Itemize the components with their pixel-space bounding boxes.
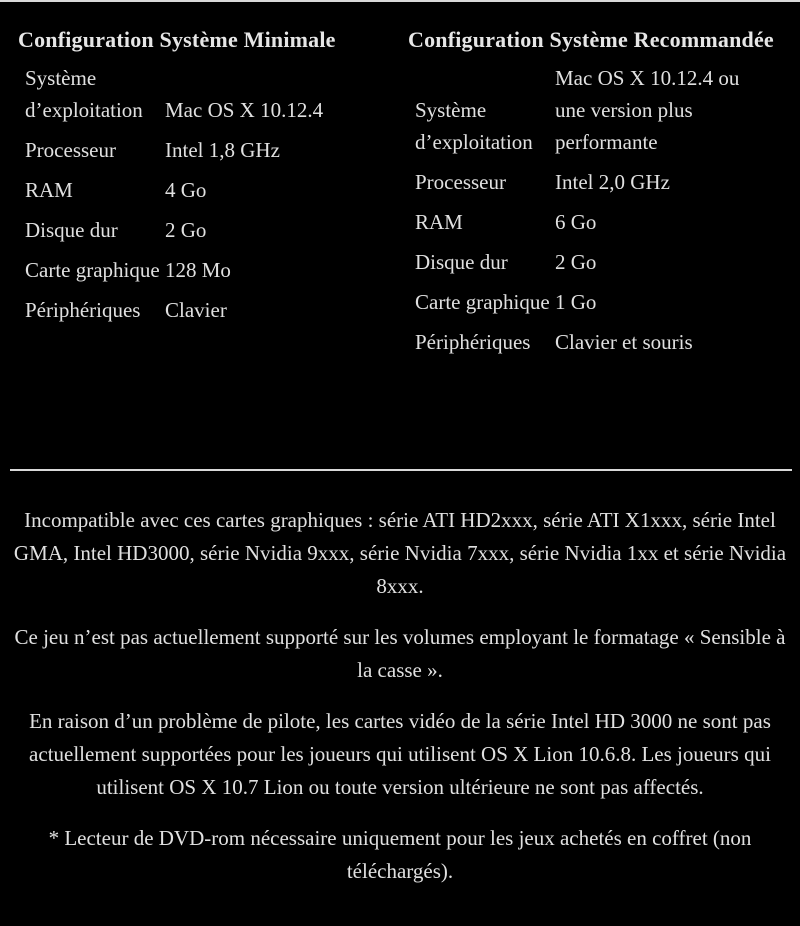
spec-row-cpu (18, 134, 323, 174)
note-intel-hd3000: En raison d’un problème de pilote, les cartes vidéo de la série Intel HD 3000 ne sont pas actuellement supportées pour les joueurs qui utilisent OS X Lion 10.6.8. Les joueurs qui utilisent OS X 10.7 Lion ou toute version ultérieure ne sont pas affectés. (29, 709, 771, 799)
spec-label: Périphériques (25, 298, 141, 322)
minimum-specs-table (18, 62, 323, 334)
spec-row-os (18, 62, 323, 134)
spec-label: Disque dur (25, 218, 118, 242)
note-dvd-rom: * Lecteur de DVD-rom nécessaire uniquement pour les jeux achetés en coffret (non téléchargés). (48, 826, 752, 883)
spec-value: Clavier (165, 298, 227, 322)
note-incompatible-gpus: Incompatible avec ces cartes graphiques : série ATI HD2xxx, série ATI X1xxx, série Intel GMA, Intel HD3000, série Nvidia 9xxx, série Nvidia 7xxx, série Nvidia 1xx et série Nvidia 8xxx. (13, 508, 787, 598)
spec-value: Mac OS X 10.12.4 ou une version plus performante (555, 66, 740, 154)
spec-row-disk (408, 246, 770, 286)
spec-label: Processeur (415, 170, 506, 194)
spec-row-ram (408, 206, 770, 246)
spec-value: Clavier et souris (555, 330, 693, 354)
spec-label: Périphériques (415, 330, 531, 354)
spec-row-disk (18, 214, 323, 254)
spec-label: Carte graphique (415, 290, 550, 314)
spec-label: Disque dur (415, 250, 508, 274)
section-divider (10, 469, 792, 471)
spec-value: Intel 2,0 GHz (555, 170, 670, 194)
recommended-specs-table (408, 62, 770, 366)
spec-value: Intel 1,8 GHz (165, 138, 280, 162)
spec-row-peripherals (18, 294, 323, 334)
note-case-sensitive: Ce jeu n’est pas actuellement supporté sur les volumes employant le formatage « Sensible à la casse ». (14, 625, 786, 682)
spec-label: Processeur (25, 138, 116, 162)
spec-row-os (408, 62, 770, 166)
spec-label: RAM (415, 210, 463, 234)
spec-label: Carte graphique (25, 258, 160, 282)
spec-value: Mac OS X 10.12.4 (165, 98, 324, 122)
spec-label: Système d’exploitation (415, 98, 533, 154)
spec-row-gpu (408, 286, 770, 326)
top-divider (0, 0, 800, 2)
recommended-requirements (408, 24, 788, 366)
spec-label: Système d’exploitation (25, 66, 143, 122)
spec-value: 4 Go (165, 178, 207, 202)
compatibility-notes (8, 504, 792, 906)
minimum-requirements-title: Configuration Système Minimale (18, 27, 336, 52)
spec-value: 6 Go (555, 210, 597, 234)
spec-value: 2 Go (165, 218, 207, 242)
spec-value: 1 Go (555, 290, 597, 314)
spec-row-cpu (408, 166, 770, 206)
minimum-requirements (18, 24, 388, 334)
spec-value: 2 Go (555, 250, 597, 274)
spec-row-gpu (18, 254, 323, 294)
recommended-requirements-title: Configuration Système Recommandée (408, 27, 774, 52)
spec-value: 128 Mo (165, 258, 231, 282)
spec-row-peripherals (408, 326, 770, 366)
spec-row-ram (18, 174, 323, 214)
spec-label: RAM (25, 178, 73, 202)
